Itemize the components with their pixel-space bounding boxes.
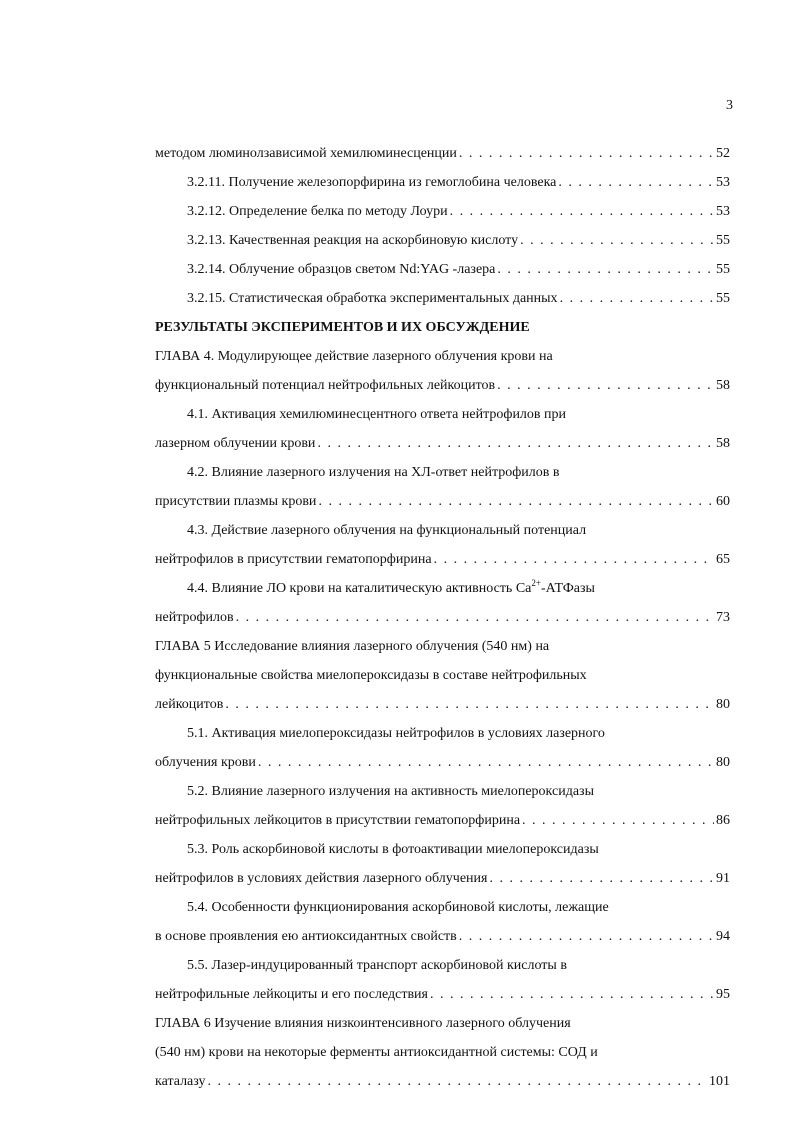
toc-entry-page: 52: [716, 146, 730, 161]
dot-leader: [560, 284, 714, 313]
toc-text: 4.3. Действие лазерного облучения на функциональный потенциал: [187, 523, 587, 538]
toc-line: [155, 1009, 730, 1038]
toc-entry: [187, 284, 730, 313]
toc-text: 5.4. Особенности функционирования аскорбиновой кислоты, лежащие: [187, 900, 609, 915]
toc-entry-text: нейтрофилов в условиях действия лазерного облучения: [155, 871, 488, 886]
toc-line: [155, 864, 730, 893]
toc-entry-page: 65: [716, 552, 730, 567]
dot-leader: [434, 545, 714, 574]
toc-line: [155, 139, 730, 168]
toc-text: функциональные свойства миелопероксидазы в составе нейтрофильных: [155, 668, 587, 683]
toc-line: [155, 1038, 730, 1067]
toc-text: 5.2. Влияние лазерного излучения на активность миелопероксидазы: [187, 784, 594, 799]
toc-entry: [187, 197, 730, 226]
toc-entry-page: 53: [716, 204, 730, 219]
toc-entry: [155, 980, 730, 1009]
toc-entry: [155, 139, 730, 168]
toc-entry: [155, 864, 730, 893]
toc-line: [155, 516, 730, 545]
toc-line: [155, 980, 730, 1009]
toc-entry-text: методом люминолзависимой хемилюминесценции: [155, 146, 457, 161]
toc-entry-text: 3.2.13. Качественная реакция на аскорбиновую кислоту: [187, 233, 519, 248]
toc-entry-text: 3.2.11. Получение железопорфирина из гемоглобина человека: [187, 175, 557, 190]
toc-line: [155, 661, 730, 690]
toc-entry-page: 94: [716, 929, 730, 944]
toc-entry-page: 95: [716, 987, 730, 1002]
dot-leader: [450, 197, 714, 226]
toc-entry-text: облучения крови: [155, 755, 256, 770]
dot-leader: [318, 487, 714, 516]
toc-line: [155, 748, 730, 777]
toc-entry: [155, 806, 730, 835]
table-of-contents: [155, 139, 730, 1096]
toc-line: [155, 168, 730, 197]
toc-text: (540 нм) крови на некоторые ферменты антиоксидантной системы: СОД и: [155, 1045, 598, 1060]
toc-entry: [155, 603, 730, 632]
toc-entry-text: 3.2.12. Определение белка по методу Лоури: [187, 204, 448, 219]
toc-entry-text: лазерном облучении крови: [155, 436, 316, 451]
toc-entry-text: нейтрофилов: [155, 610, 234, 625]
toc-line: [155, 632, 730, 661]
toc-line: [155, 313, 730, 342]
toc-line: [155, 255, 730, 284]
dot-leader: [317, 429, 714, 458]
dot-leader: [520, 226, 714, 255]
toc-entry-text: в основе проявления ею антиоксидантных свойств: [155, 929, 457, 944]
toc-line: [155, 197, 730, 226]
toc-entry: [155, 922, 730, 951]
dot-leader: [489, 864, 714, 893]
toc-line: [155, 284, 730, 313]
dot-leader: [497, 255, 714, 284]
toc-entry-page: 86: [716, 813, 730, 828]
dot-leader: [497, 371, 714, 400]
superscript: 2+: [531, 578, 541, 588]
dot-leader: [522, 806, 714, 835]
toc-entry-page: 73: [716, 610, 730, 625]
toc-entry-text: 3.2.14. Облучение образцов светом Nd:YAG -лазера: [187, 262, 496, 277]
toc-entry-page: 55: [716, 291, 730, 306]
toc-text: 5.1. Активация миелопероксидазы нейтрофилов в условиях лазерного: [187, 726, 605, 741]
toc-entry-page: 55: [716, 233, 730, 248]
dot-leader: [558, 168, 714, 197]
toc-entry-page: 58: [716, 436, 730, 451]
toc-text: ГЛАВА 4. Модулирующее действие лазерного облучения крови на: [155, 349, 553, 364]
toc-entry-text: 3.2.15. Статистическая обработка экспериментальных данных: [187, 291, 558, 306]
toc-line: [155, 458, 730, 487]
toc-entry-page: 80: [716, 755, 730, 770]
toc-text: 4.1. Активация хемилюминесцентного ответа нейтрофилов при: [187, 407, 567, 422]
toc-entry: [187, 226, 730, 255]
toc-line: [155, 806, 730, 835]
toc-entry: [187, 255, 730, 284]
toc-entry-text: лейкоцитов: [155, 697, 224, 712]
toc-text: 4.2. Влияние лазерного излучения на ХЛ-ответ нейтрофилов в: [187, 465, 560, 480]
toc-entry: [155, 545, 730, 574]
toc-entry-page: 55: [716, 262, 730, 277]
toc-entry-text: каталазу: [155, 1074, 206, 1089]
toc-entry-page: 53: [716, 175, 730, 190]
toc-entry: [155, 748, 730, 777]
toc-entry: [187, 168, 730, 197]
toc-text: 4.4. Влияние ЛО крови на каталитическую активность Ca: [187, 581, 532, 596]
toc-line: [155, 429, 730, 458]
toc-entry-page: 91: [716, 871, 730, 886]
toc-line: [155, 690, 730, 719]
toc-entry: [155, 429, 730, 458]
toc-line: [155, 922, 730, 951]
toc-text: ГЛАВА 5 Исследование влияния лазерного облучения (540 нм) на: [155, 639, 550, 654]
toc-entry: [155, 487, 730, 516]
toc-entry-text: нейтрофильных лейкоцитов в присутствии гематопорфирина: [155, 813, 521, 828]
toc-line: [155, 951, 730, 980]
toc-line: [155, 1067, 730, 1096]
toc-entry: [155, 1067, 730, 1096]
toc-entry-text: присутствии плазмы крови: [155, 494, 317, 509]
toc-entry-page: 58: [716, 378, 730, 393]
toc-entry: [155, 690, 730, 719]
toc-line: [155, 371, 730, 400]
toc-line: [155, 400, 730, 429]
toc-entry-text: нейтрофилов в присутствии гематопорфирина: [155, 552, 432, 567]
toc-text: -АТФазы: [540, 581, 595, 596]
dot-leader: [236, 603, 714, 632]
toc-line: [155, 603, 730, 632]
dot-leader: [258, 748, 714, 777]
section-heading: РЕЗУЛЬТАТЫ ЭКСПЕРИМЕНТОВ И ИХ ОБСУЖДЕНИЕ: [155, 320, 530, 335]
toc-line: [155, 574, 730, 603]
toc-line: [155, 777, 730, 806]
dot-leader: [459, 139, 714, 168]
dot-leader: [459, 922, 714, 951]
toc-text: ГЛАВА 6 Изучение влияния низкоинтенсивного лазерного облучения: [155, 1016, 571, 1031]
toc-text: 5.5. Лазер-индуцированный транспорт аскорбиновой кислоты в: [187, 958, 567, 973]
toc-entry-page: 60: [716, 494, 730, 509]
toc-line: [155, 487, 730, 516]
toc-line: [155, 226, 730, 255]
toc-entry-text: функциональный потенциал нейтрофильных лейкоцитов: [155, 378, 496, 393]
toc-entry-page: 101: [709, 1074, 730, 1089]
toc-text: 5.3. Роль аскорбиновой кислоты в фотоактивации миелопероксидазы: [187, 842, 599, 857]
toc-line: [155, 893, 730, 922]
toc-line: [155, 545, 730, 574]
dot-leader: [225, 690, 714, 719]
page-number: 3: [726, 98, 733, 113]
toc-entry-page: 80: [716, 697, 730, 712]
dot-leader: [430, 980, 714, 1009]
dot-leader: [208, 1067, 707, 1096]
toc-entry-text: нейтрофильные лейкоциты и его последствия: [155, 987, 428, 1002]
toc-line: [155, 342, 730, 371]
toc-line: [155, 719, 730, 748]
toc-line: [155, 835, 730, 864]
toc-entry: [155, 371, 730, 400]
